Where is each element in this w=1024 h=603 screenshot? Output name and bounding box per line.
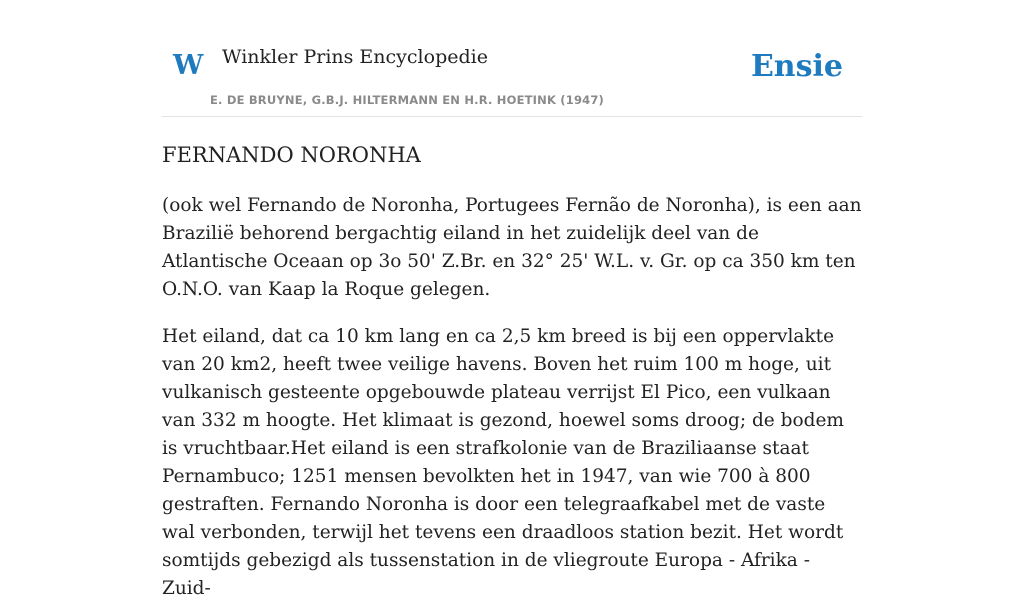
publication-authors: E. DE BRUYNE, G.B.J. HILTERMANN EN H.R. HOETINK (1947) xyxy=(210,93,605,107)
encyclopedia-logo[interactable]: W xyxy=(173,50,204,81)
ensie-logo[interactable]: Ensie xyxy=(750,49,843,84)
article-title: FERNANDO NORONHA xyxy=(162,143,421,167)
article-paragraph-1: (ook wel Fernando de Noronha, Portugees Fernão de Noronha), is een aan Brazilië behorend bergachtig eiland in het zuidelijk deel van de Atlantische Oceaan op 3o 50' Z.Br. en 32° 25' W.L. v. Gr. op ca 350 km ten O.N.O. van Kaap la Roque gelegen. xyxy=(162,195,862,300)
page-header xyxy=(162,0,862,117)
article-body xyxy=(162,140,862,603)
publication-title[interactable]: Winkler Prins Encyclopedie xyxy=(222,46,488,68)
article-paragraph-2: Het eiland, dat ca 10 km lang en ca 2,5 km breed is bij een oppervlakte van 20 km2, heeft twee veilige havens. Boven het ruim 100 m hoge, uit vulkanisch gesteente opgebouwde plateau verrijst El Pico, een vulkaan van 332 m hoogte. Het klimaat is gezond, hoewel soms droog; de bodem is vruchtbaar.Het eiland is een strafkolonie van de Braziliaanse staat Pernambuco; 1251 mensen bevolkten het in 1947, van wie 700 à 800 gestraften. Fernando Noronha is door een telegraafkabel met de vaste wal verbonden, terwijl het tevens een draadloos station bezit. Het wordt somtijds gebezigd als tussenstation in de vliegroute Europa - Afrika - Zuid- xyxy=(162,326,844,599)
